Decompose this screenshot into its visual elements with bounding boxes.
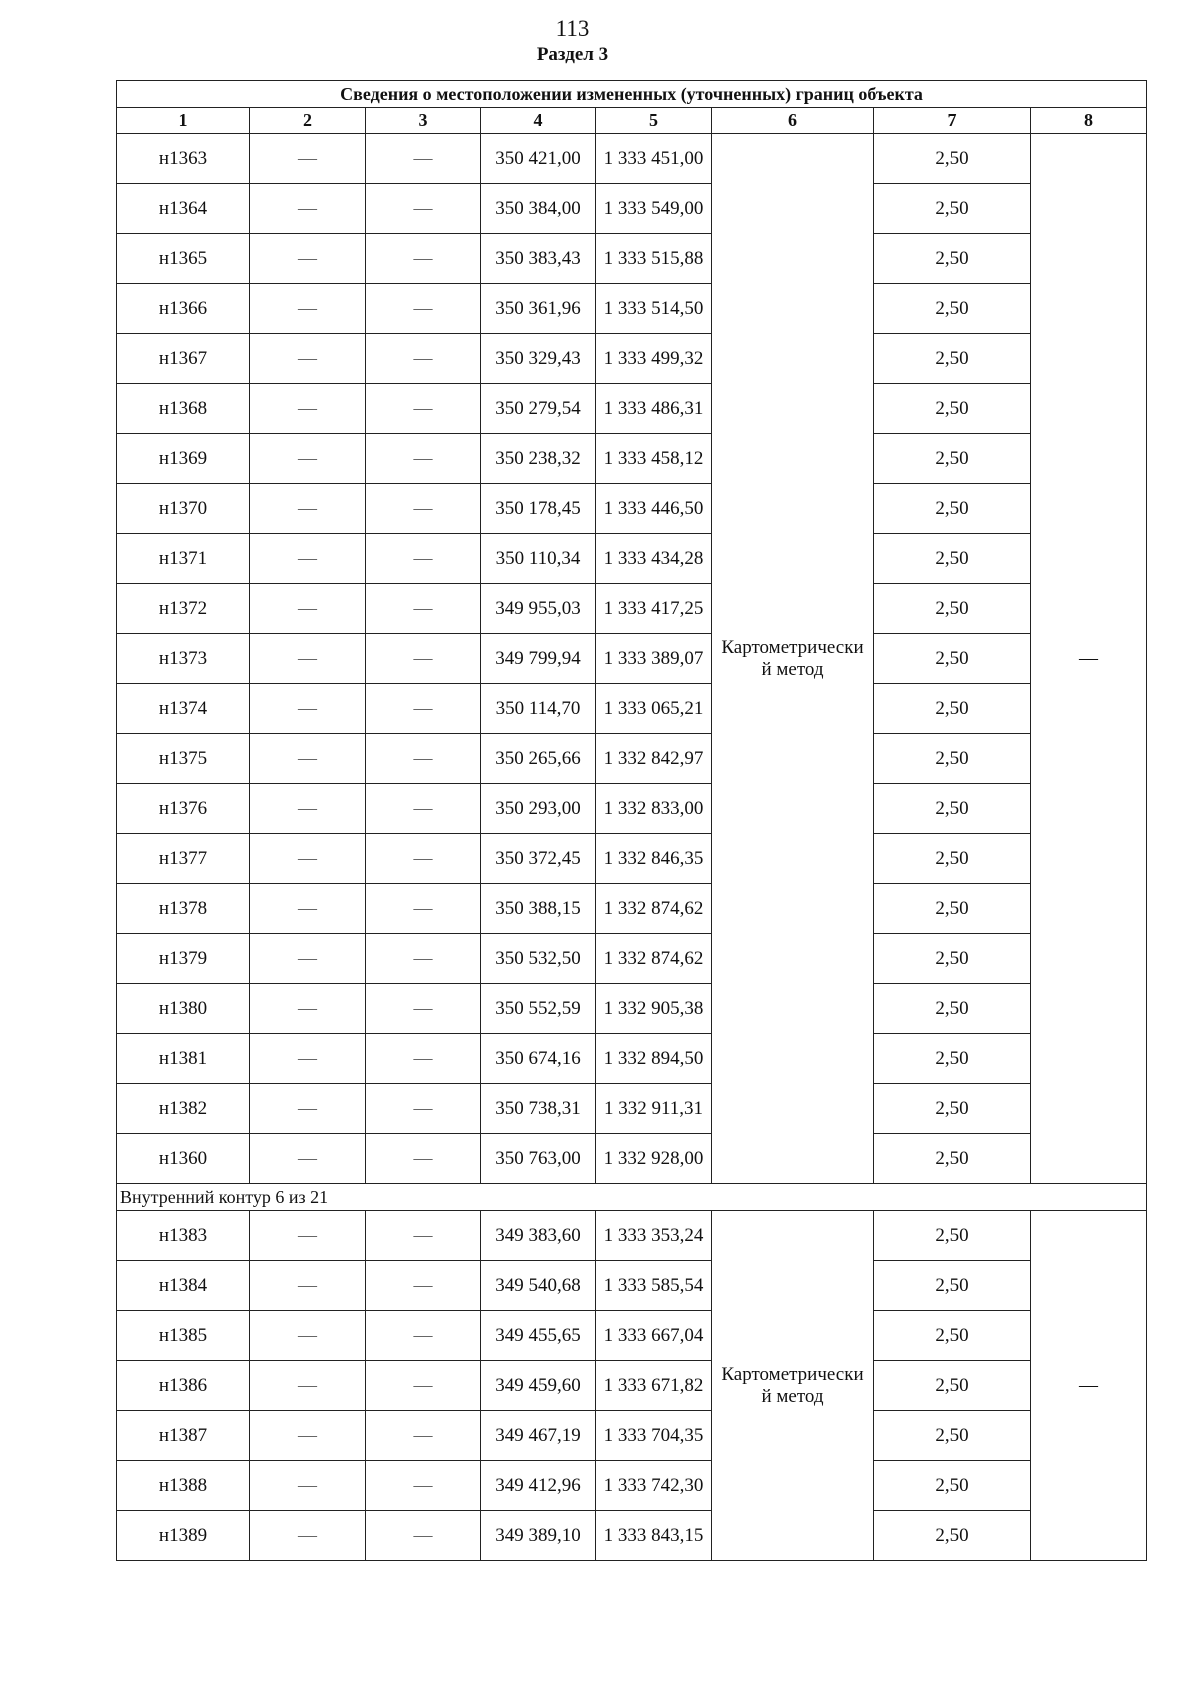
dash-cell: —	[250, 584, 366, 634]
point-name-cell: н1377	[117, 834, 250, 884]
dash-cell: —	[366, 1261, 481, 1311]
y-coordinate-cell: 1 333 499,32	[596, 334, 712, 384]
accuracy-cell: 2,50	[874, 634, 1031, 684]
accuracy-cell: 2,50	[874, 1411, 1031, 1461]
table-row	[117, 184, 1147, 234]
method-text-line2: й метод	[761, 1385, 824, 1407]
dash-cell: —	[250, 1261, 366, 1311]
accuracy-cell: 2,50	[874, 984, 1031, 1034]
dash-cell: —	[366, 284, 481, 334]
dash-cell: —	[366, 1034, 481, 1084]
dash-cell: —	[250, 684, 366, 734]
y-coordinate-cell: 1 333 671,82	[596, 1361, 712, 1411]
accuracy-cell: 2,50	[874, 334, 1031, 384]
x-coordinate-cell: 350 532,50	[481, 934, 596, 984]
dash-cell: —	[250, 1461, 366, 1511]
table-row	[117, 784, 1147, 834]
accuracy-cell: 2,50	[874, 934, 1031, 984]
accuracy-cell: 2,50	[874, 1211, 1031, 1261]
section-title: Раздел 3	[536, 44, 609, 65]
column-number: 6	[712, 108, 874, 134]
x-coordinate-cell: 349 955,03	[481, 584, 596, 634]
table-row	[117, 934, 1147, 984]
x-coordinate-cell: 350 178,45	[481, 484, 596, 534]
table-row	[117, 1511, 1147, 1561]
dash-cell: —	[366, 134, 481, 184]
accuracy-cell: 2,50	[874, 1034, 1031, 1084]
accuracy-cell: 2,50	[874, 1261, 1031, 1311]
point-name-cell: н1382	[117, 1084, 250, 1134]
table-row	[117, 1411, 1147, 1461]
y-coordinate-cell: 1 333 065,21	[596, 684, 712, 734]
column-number-row	[117, 108, 1147, 134]
dash-cell: —	[250, 1311, 366, 1361]
x-coordinate-cell: 350 421,00	[481, 134, 596, 184]
table-row	[117, 384, 1147, 434]
table-row	[117, 884, 1147, 934]
accuracy-cell: 2,50	[874, 184, 1031, 234]
dash-cell: —	[250, 1134, 366, 1184]
y-coordinate-cell: 1 332 928,00	[596, 1134, 712, 1184]
dash-cell: —	[366, 1461, 481, 1511]
table-row	[117, 334, 1147, 384]
y-coordinate-cell: 1 332 874,62	[596, 934, 712, 984]
point-name-cell: н1369	[117, 434, 250, 484]
accuracy-cell: 2,50	[874, 484, 1031, 534]
dash-cell: —	[250, 934, 366, 984]
column-number: 7	[874, 108, 1031, 134]
y-coordinate-cell: 1 333 446,50	[596, 484, 712, 534]
table-row	[117, 134, 1147, 184]
dash-cell: —	[366, 1411, 481, 1461]
dash-cell: —	[250, 984, 366, 1034]
table-row	[117, 484, 1147, 534]
dash-cell: —	[250, 1084, 366, 1134]
table-title: Сведения о местоположении измененных (уточненных) границ объекта	[117, 81, 1147, 108]
point-name-cell: н1374	[117, 684, 250, 734]
x-coordinate-cell: 350 238,32	[481, 434, 596, 484]
table-row	[117, 584, 1147, 634]
x-coordinate-cell: 350 329,43	[481, 334, 596, 384]
point-name-cell: н1364	[117, 184, 250, 234]
table-row	[117, 234, 1147, 284]
method-text-line1: Картометрически	[721, 636, 864, 658]
point-name-cell: н1367	[117, 334, 250, 384]
point-name-cell: н1379	[117, 934, 250, 984]
point-name-cell: н1389	[117, 1511, 250, 1561]
x-coordinate-cell: 350 114,70	[481, 684, 596, 734]
point-name-cell: н1383	[117, 1211, 250, 1261]
dash-cell: —	[366, 434, 481, 484]
accuracy-cell: 2,50	[874, 434, 1031, 484]
table-row	[117, 684, 1147, 734]
dash-cell: —	[250, 234, 366, 284]
dash-cell: —	[250, 434, 366, 484]
point-name-cell: н1384	[117, 1261, 250, 1311]
dash-cell: —	[366, 584, 481, 634]
column-number: 5	[596, 108, 712, 134]
table-row	[117, 1134, 1147, 1184]
dash-cell: —	[250, 1211, 366, 1261]
y-coordinate-cell: 1 333 514,50	[596, 284, 712, 334]
x-coordinate-cell: 350 293,00	[481, 784, 596, 834]
dash-cell: —	[250, 1034, 366, 1084]
table-row	[117, 434, 1147, 484]
x-coordinate-cell: 349 540,68	[481, 1261, 596, 1311]
table-row	[117, 534, 1147, 584]
column-number: 2	[250, 108, 366, 134]
point-name-cell: н1386	[117, 1361, 250, 1411]
table-row	[117, 984, 1147, 1034]
y-coordinate-cell: 1 333 549,00	[596, 184, 712, 234]
accuracy-cell: 2,50	[874, 1311, 1031, 1361]
x-coordinate-cell: 350 384,00	[481, 184, 596, 234]
accuracy-cell: 2,50	[874, 884, 1031, 934]
dash-cell: —	[250, 384, 366, 434]
y-coordinate-cell: 1 332 833,00	[596, 784, 712, 834]
accuracy-cell: 2,50	[874, 784, 1031, 834]
table-row	[117, 734, 1147, 784]
x-coordinate-cell: 350 361,96	[481, 284, 596, 334]
point-name-cell: н1376	[117, 784, 250, 834]
accuracy-cell: 2,50	[874, 384, 1031, 434]
accuracy-cell: 2,50	[874, 1511, 1031, 1561]
column8-dash-cell: —	[1031, 1211, 1147, 1561]
point-name-cell: н1371	[117, 534, 250, 584]
dash-cell: —	[250, 534, 366, 584]
y-coordinate-cell: 1 333 389,07	[596, 634, 712, 684]
boundary-table	[116, 80, 1147, 1561]
x-coordinate-cell: 350 383,43	[481, 234, 596, 284]
y-coordinate-cell: 1 333 704,35	[596, 1411, 712, 1461]
dash-cell: —	[366, 1211, 481, 1261]
table-row	[117, 1261, 1147, 1311]
column-number: 3	[366, 108, 481, 134]
dash-cell: —	[366, 334, 481, 384]
point-name-cell: н1372	[117, 584, 250, 634]
y-coordinate-cell: 1 332 905,38	[596, 984, 712, 1034]
y-coordinate-cell: 1 333 417,25	[596, 584, 712, 634]
dash-cell: —	[250, 884, 366, 934]
y-coordinate-cell: 1 332 894,50	[596, 1034, 712, 1084]
dash-cell: —	[250, 734, 366, 784]
x-coordinate-cell: 350 552,59	[481, 984, 596, 1034]
x-coordinate-cell: 350 265,66	[481, 734, 596, 784]
table-row	[117, 284, 1147, 334]
dash-cell: —	[250, 1511, 366, 1561]
method-text-line1: Картометрически	[721, 1363, 864, 1385]
y-coordinate-cell: 1 332 842,97	[596, 734, 712, 784]
point-name-cell: н1363	[117, 134, 250, 184]
dash-cell: —	[366, 234, 481, 284]
dash-cell: —	[366, 934, 481, 984]
dash-cell: —	[250, 484, 366, 534]
x-coordinate-cell: 350 372,45	[481, 834, 596, 884]
dash-cell: —	[366, 1084, 481, 1134]
table-row	[117, 1461, 1147, 1511]
dash-cell: —	[250, 834, 366, 884]
dash-cell: —	[366, 1134, 481, 1184]
dash-cell: —	[250, 784, 366, 834]
x-coordinate-cell: 350 279,54	[481, 384, 596, 434]
point-name-cell: н1368	[117, 384, 250, 434]
x-coordinate-cell: 350 763,00	[481, 1134, 596, 1184]
point-name-cell: н1378	[117, 884, 250, 934]
accuracy-cell: 2,50	[874, 1084, 1031, 1134]
point-name-cell: н1375	[117, 734, 250, 784]
point-name-cell: н1381	[117, 1034, 250, 1084]
table-row	[117, 1311, 1147, 1361]
table-row	[117, 1084, 1147, 1134]
x-coordinate-cell: 350 110,34	[481, 534, 596, 584]
accuracy-cell: 2,50	[874, 1134, 1031, 1184]
dash-cell: —	[250, 1411, 366, 1461]
y-coordinate-cell: 1 333 515,88	[596, 234, 712, 284]
table-row	[117, 1034, 1147, 1084]
accuracy-cell: 2,50	[874, 1361, 1031, 1411]
point-name-cell: н1366	[117, 284, 250, 334]
contour-label: Внутренний контур 6 из 21	[117, 1184, 1147, 1211]
page-number: 113	[555, 16, 590, 41]
point-name-cell: н1365	[117, 234, 250, 284]
x-coordinate-cell: 350 738,31	[481, 1084, 596, 1134]
dash-cell: —	[250, 334, 366, 384]
accuracy-cell: 2,50	[874, 284, 1031, 334]
accuracy-cell: 2,50	[874, 684, 1031, 734]
dash-cell: —	[366, 684, 481, 734]
x-coordinate-cell: 349 467,19	[481, 1411, 596, 1461]
table-row	[117, 634, 1147, 684]
y-coordinate-cell: 1 333 434,28	[596, 534, 712, 584]
column-number: 8	[1031, 108, 1147, 134]
dash-cell: —	[250, 1361, 366, 1411]
point-name-cell: н1388	[117, 1461, 250, 1511]
y-coordinate-cell: 1 333 667,04	[596, 1311, 712, 1361]
method-text-line2: й метод	[761, 658, 824, 680]
y-coordinate-cell: 1 332 846,35	[596, 834, 712, 884]
dash-cell: —	[366, 384, 481, 434]
table-body	[117, 134, 1147, 1561]
dash-cell: —	[366, 784, 481, 834]
method-cell	[712, 134, 874, 1184]
dash-cell: —	[366, 534, 481, 584]
dash-cell: —	[366, 484, 481, 534]
point-name-cell: н1360	[117, 1134, 250, 1184]
y-coordinate-cell: 1 333 458,12	[596, 434, 712, 484]
accuracy-cell: 2,50	[874, 1461, 1031, 1511]
y-coordinate-cell: 1 333 742,30	[596, 1461, 712, 1511]
point-name-cell: н1387	[117, 1411, 250, 1461]
dash-cell: —	[366, 834, 481, 884]
accuracy-cell: 2,50	[874, 584, 1031, 634]
point-name-cell: н1385	[117, 1311, 250, 1361]
dash-cell: —	[366, 734, 481, 784]
accuracy-cell: 2,50	[874, 234, 1031, 284]
y-coordinate-cell: 1 332 874,62	[596, 884, 712, 934]
dash-cell: —	[250, 134, 366, 184]
x-coordinate-cell: 350 674,16	[481, 1034, 596, 1084]
table-row	[117, 834, 1147, 884]
y-coordinate-cell: 1 333 843,15	[596, 1511, 712, 1561]
point-name-cell: н1373	[117, 634, 250, 684]
x-coordinate-cell: 349 412,96	[481, 1461, 596, 1511]
x-coordinate-cell: 349 389,10	[481, 1511, 596, 1561]
column-number: 1	[117, 108, 250, 134]
y-coordinate-cell: 1 333 353,24	[596, 1211, 712, 1261]
column8-dash-cell: —	[1031, 134, 1147, 1184]
x-coordinate-cell: 349 799,94	[481, 634, 596, 684]
dash-cell: —	[250, 284, 366, 334]
dash-cell: —	[250, 634, 366, 684]
table-row	[117, 1211, 1147, 1261]
dash-cell: —	[366, 884, 481, 934]
dash-cell: —	[366, 984, 481, 1034]
dash-cell: —	[366, 1511, 481, 1561]
column-number: 4	[481, 108, 596, 134]
y-coordinate-cell: 1 332 911,31	[596, 1084, 712, 1134]
accuracy-cell: 2,50	[874, 834, 1031, 884]
x-coordinate-cell: 350 388,15	[481, 884, 596, 934]
x-coordinate-cell: 349 383,60	[481, 1211, 596, 1261]
y-coordinate-cell: 1 333 451,00	[596, 134, 712, 184]
point-name-cell: н1380	[117, 984, 250, 1034]
dash-cell: —	[366, 1311, 481, 1361]
dash-cell: —	[366, 634, 481, 684]
point-name-cell: н1370	[117, 484, 250, 534]
y-coordinate-cell: 1 333 585,54	[596, 1261, 712, 1311]
dash-cell: —	[250, 184, 366, 234]
x-coordinate-cell: 349 459,60	[481, 1361, 596, 1411]
y-coordinate-cell: 1 333 486,31	[596, 384, 712, 434]
contour-label-row	[117, 1184, 1147, 1211]
x-coordinate-cell: 349 455,65	[481, 1311, 596, 1361]
method-cell	[712, 1211, 874, 1561]
accuracy-cell: 2,50	[874, 134, 1031, 184]
table-row	[117, 1361, 1147, 1411]
dash-cell: —	[366, 1361, 481, 1411]
accuracy-cell: 2,50	[874, 534, 1031, 584]
accuracy-cell: 2,50	[874, 734, 1031, 784]
dash-cell: —	[366, 184, 481, 234]
